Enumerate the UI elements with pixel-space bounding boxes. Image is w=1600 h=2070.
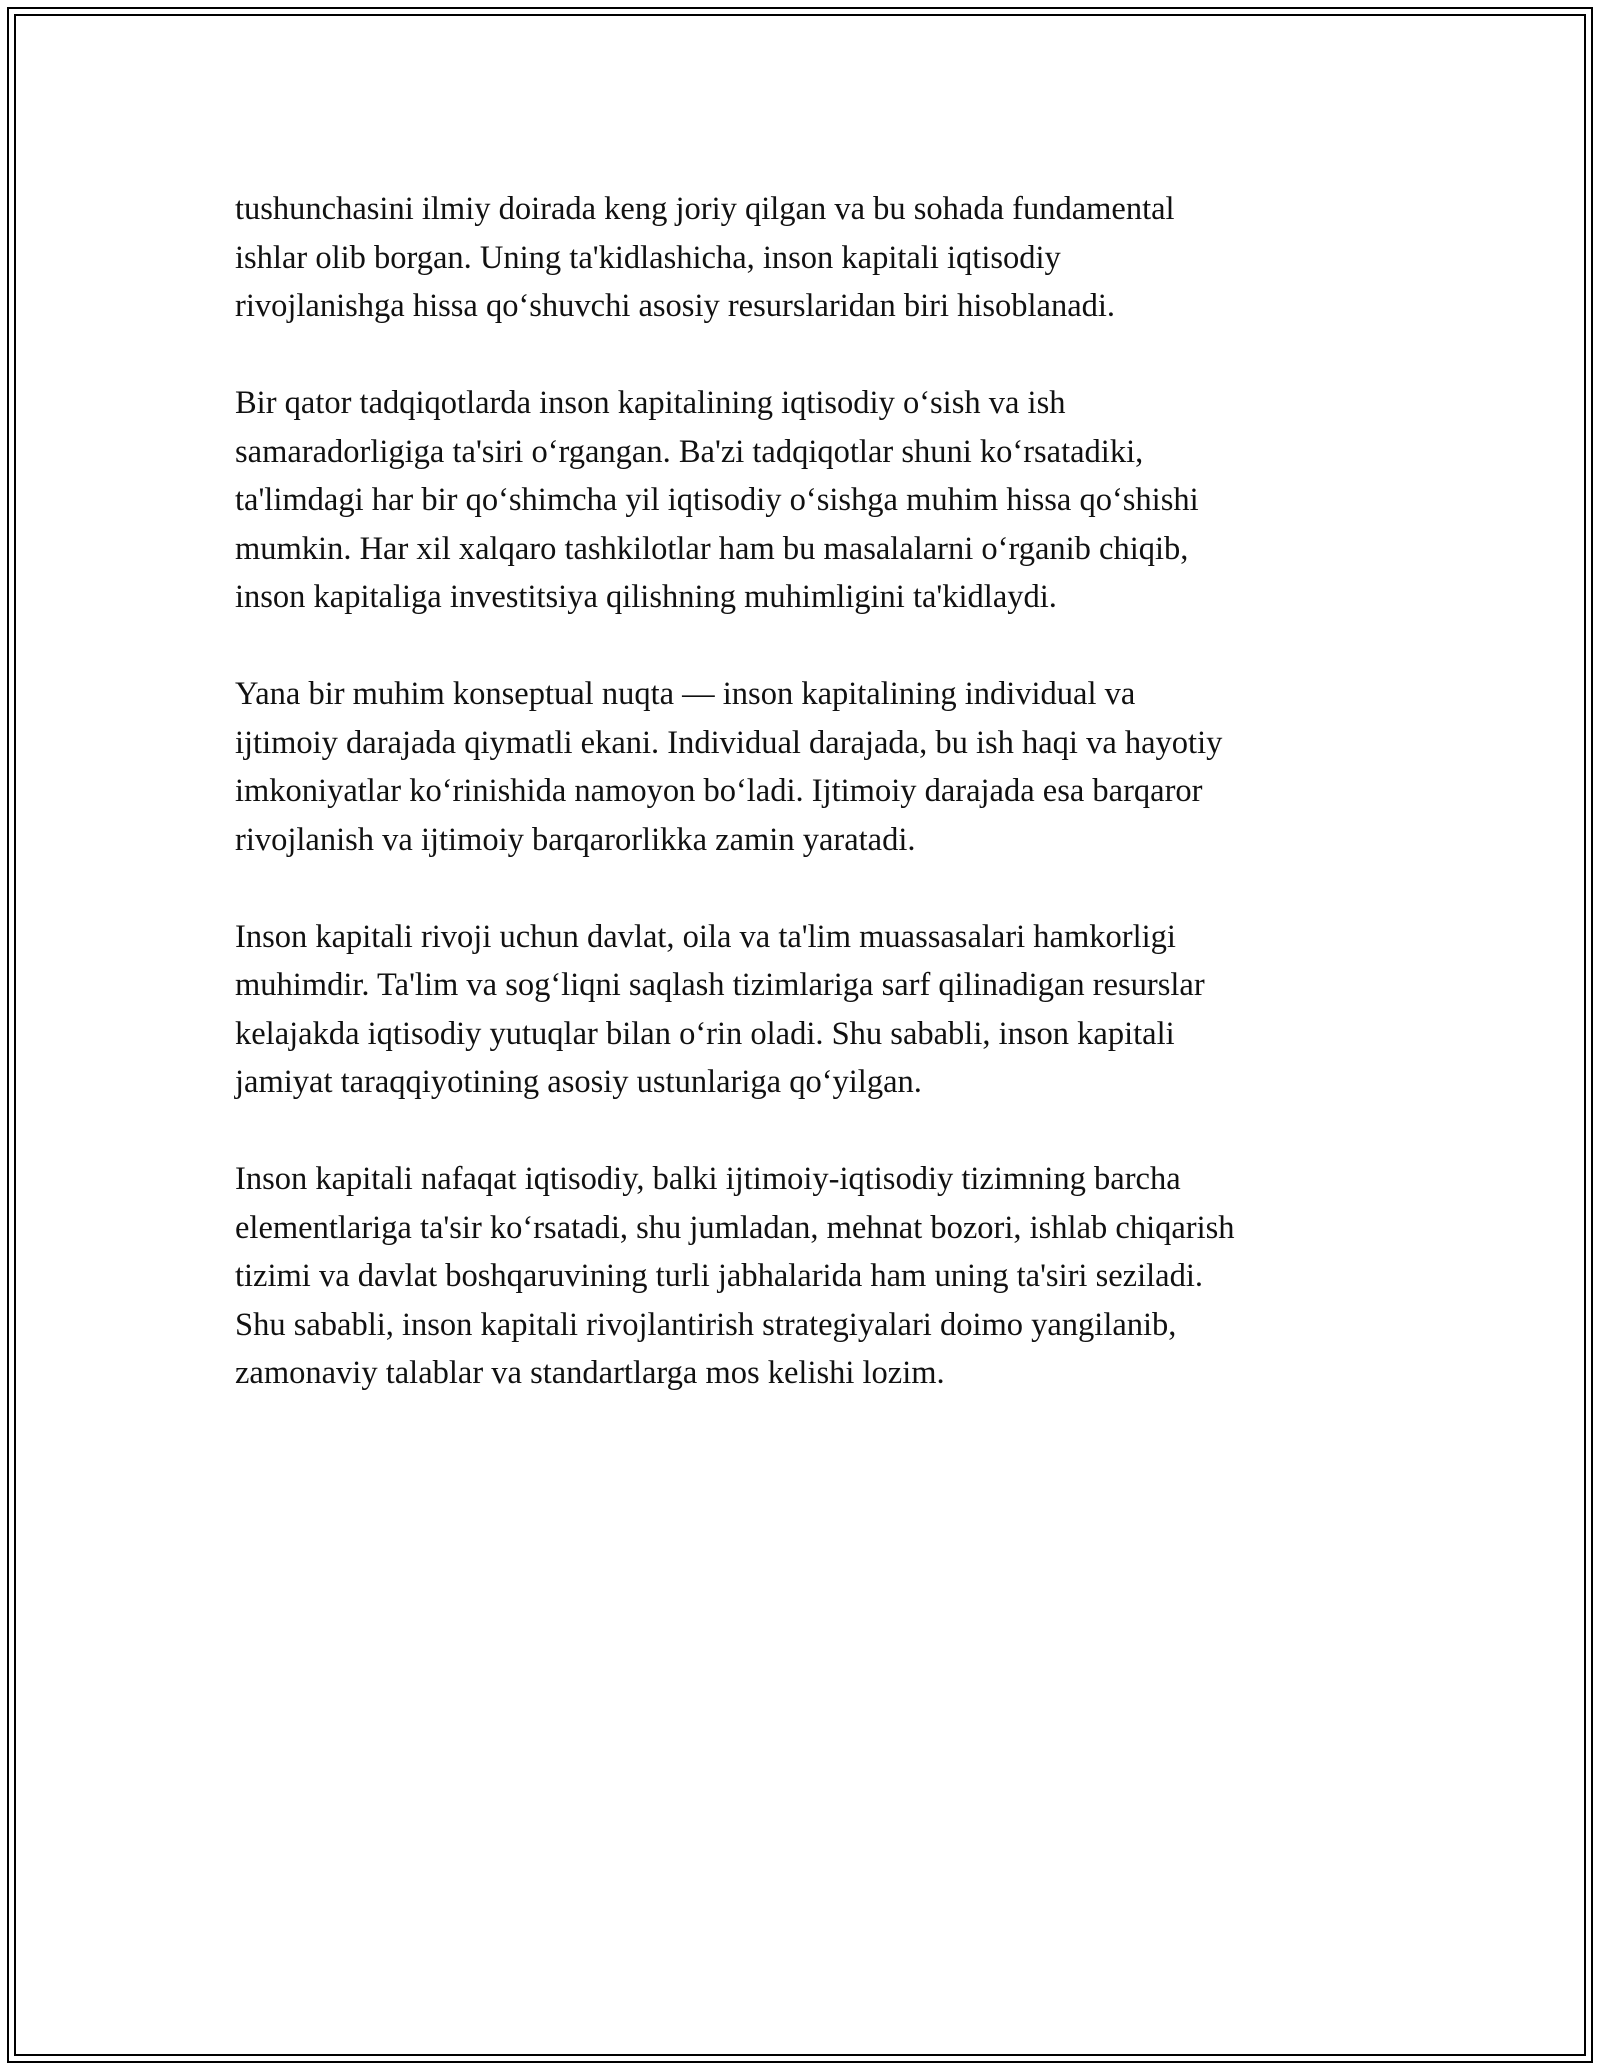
paragraph-5 (235, 1155, 1385, 1398)
text-line: rivojlanishga hissa qo‘shuvchi asosiy resurslaridan biri hisoblanadi. (235, 288, 1116, 324)
paragraph-3 (235, 670, 1385, 864)
text-line: elementlariga ta'sir ko‘rsatadi, shu jumladan, mehnat bozori, ishlab chiqarish (235, 1209, 1235, 1246)
paragraph-1 (235, 185, 1385, 331)
text-line: zamonaviy talablar va standartlarga mos kelishi lozim. (235, 1355, 945, 1391)
text-line: rivojlanish va ijtimoiy barqarorlikka zamin yaratadi. (235, 821, 916, 858)
paragraph-4 (235, 913, 1385, 1107)
text-line: kelajakda iqtisodiy yutuqlar bilan o‘rin oladi. Shu sababli, inson kapitali (235, 1015, 1175, 1052)
text-line: Shu sababli, inson kapitali rivojlantirish strategiyalari doimo yangilanib, (235, 1306, 1177, 1343)
text-line: imkoniyatlar ko‘rinishida namoyon bo‘ladi. Ijtimoiy darajada esa barqaror (235, 773, 1203, 809)
paragraph-2 (235, 379, 1385, 622)
text-line: muhimdir. Ta'lim va sog‘liqni saqlash tizimlariga sarf qilinadigan resurslar (235, 967, 1205, 1003)
text-line: tushunchasini ilmiy doirada keng joriy qilgan va bu sohada fundamental (235, 191, 1175, 227)
text-line: Yana bir muhim konseptual nuqta — inson kapitalining individual va (235, 676, 1136, 712)
text-line: Inson kapitali nafaqat iqtisodiy, balki ijtimoiy-iqtisodiy tizimning barcha (235, 1161, 1181, 1197)
text-line: ishlar olib borgan. Uning ta'kidlashicha, inson kapitali iqtisodiy (235, 239, 1061, 276)
text-line: ijtimoiy darajada qiymatli ekani. Individual darajada, bu ish haqi va hayotiy (235, 724, 1223, 761)
text-line: samaradorligiga ta'siri o‘rgangan. Ba'zi tadqiqotlar shuni ko‘rsatadiki, (235, 433, 1144, 470)
text-line: jamiyat taraqqiyotining asosiy ustunlariga qo‘yilgan. (235, 1064, 922, 1100)
text-line: ta'limdagi har bir qo‘shimcha yil iqtisodiy o‘sishga muhim hissa qo‘shishi (235, 482, 1199, 518)
document-body (235, 185, 1385, 1446)
text-line: mumkin. Har xil xalqaro tashkilotlar ham bu masalalarni o‘rganib chiqib, (235, 530, 1189, 567)
text-line: inson kapitaliga investitsiya qilishning muhimligini ta'kidlaydi. (235, 579, 1057, 615)
text-line: tizimi va davlat boshqaruvining turli jabhalarida ham uning ta'siri seziladi. (235, 1258, 1203, 1294)
text-line: Inson kapitali rivoji uchun davlat, oila va ta'lim muassasalari hamkorligi (235, 918, 1176, 955)
text-line: Bir qator tadqiqotlarda inson kapitalining iqtisodiy o‘sish va ish (235, 385, 1066, 421)
